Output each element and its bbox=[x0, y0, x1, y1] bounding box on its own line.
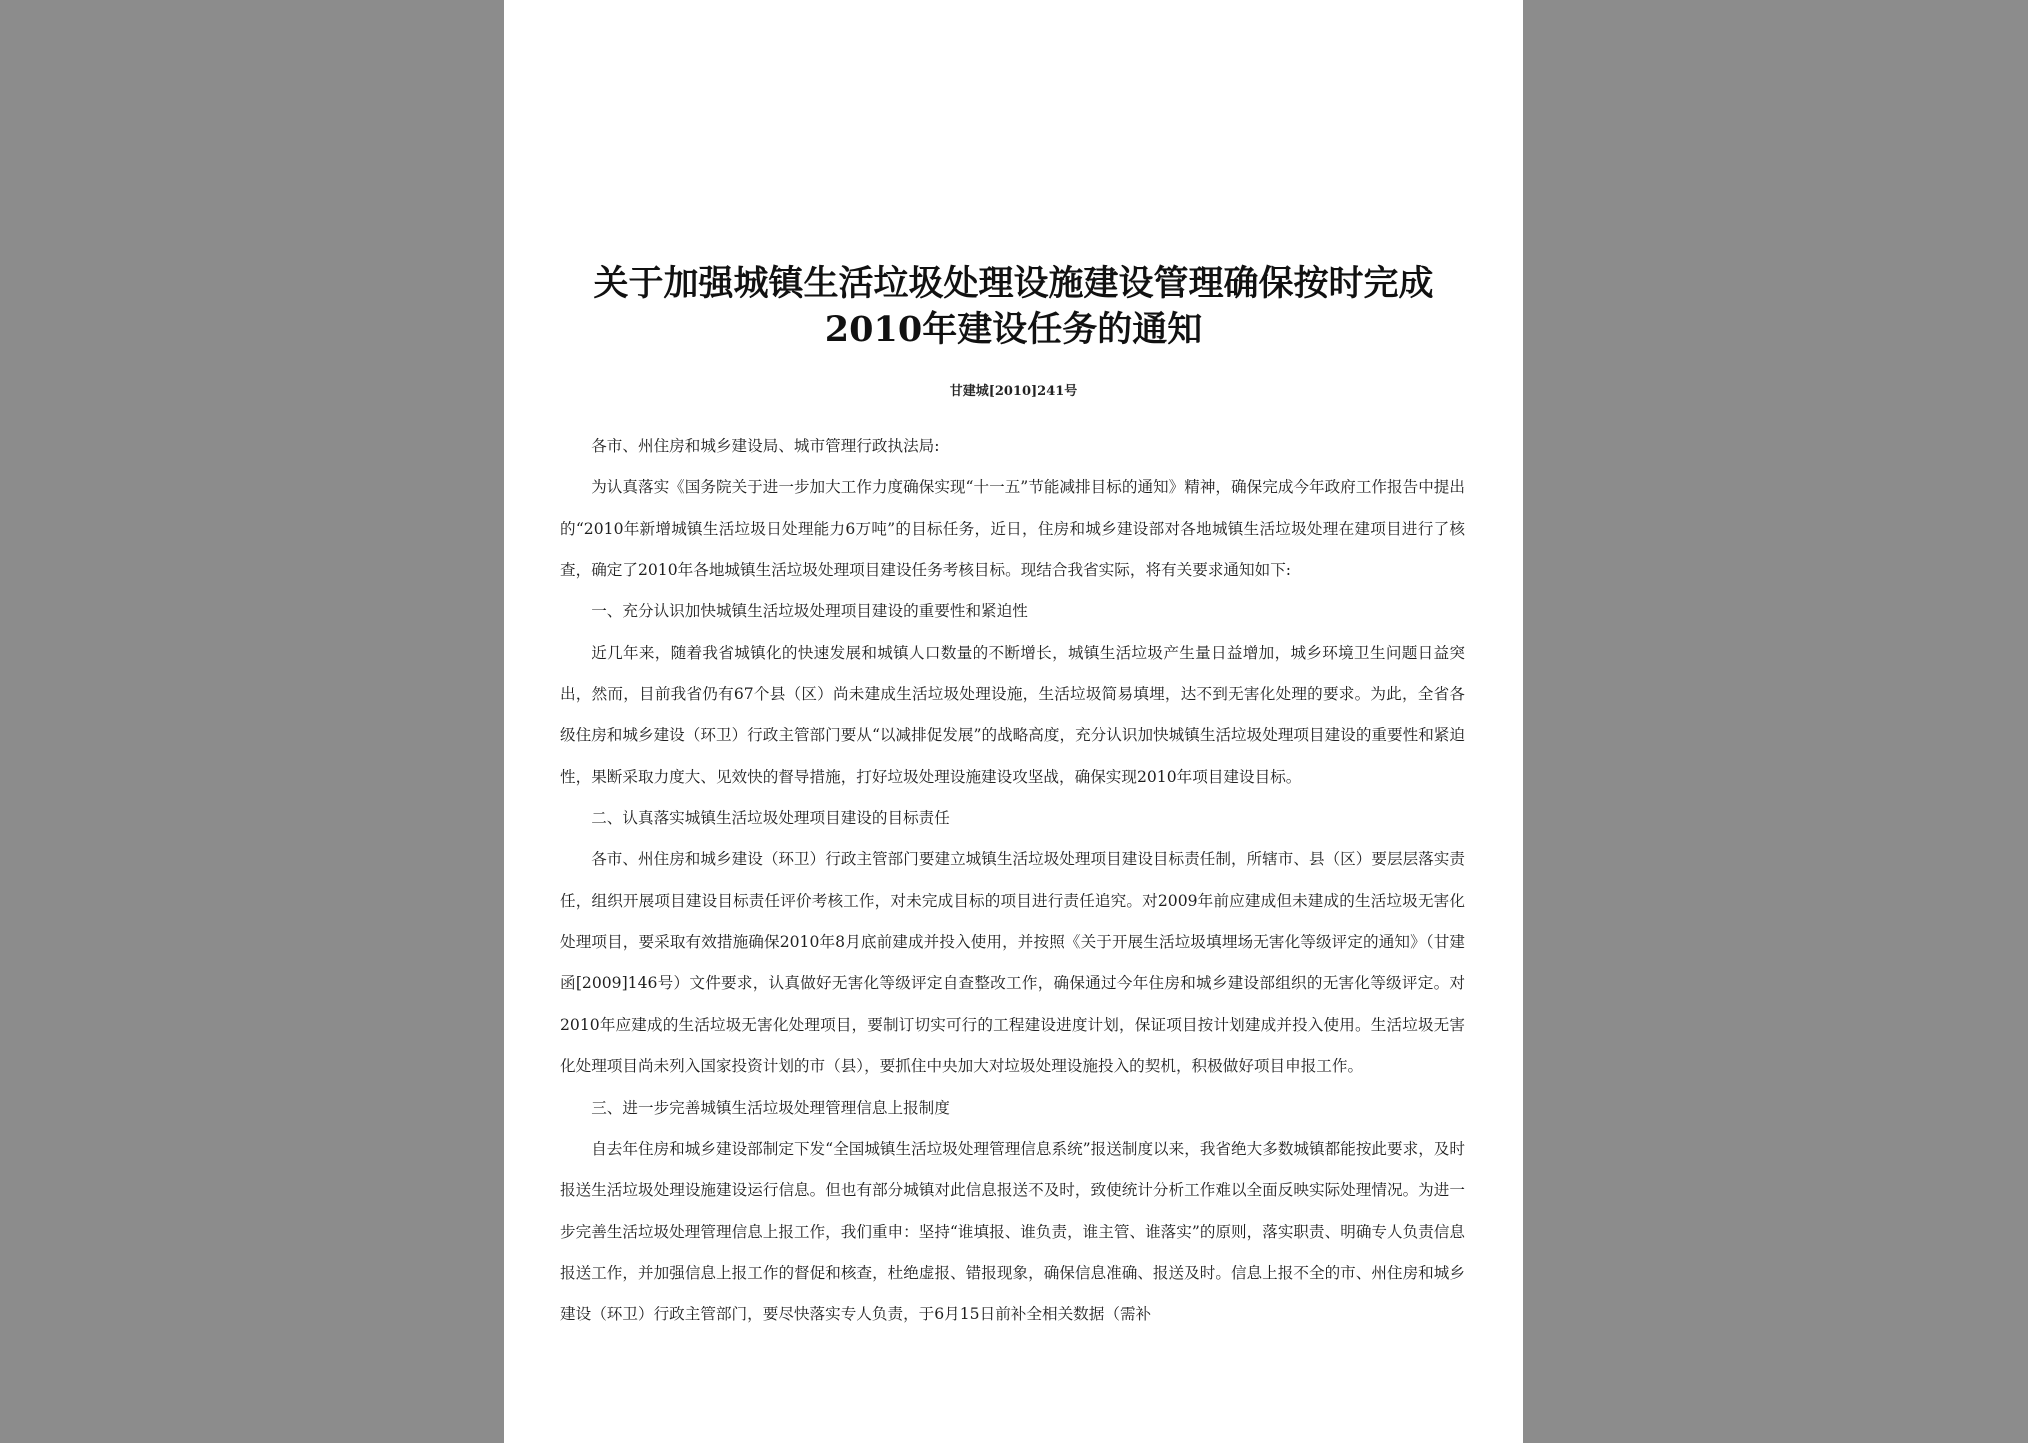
section-heading-3: 三、进一步完善城镇生活垃圾处理管理信息上报制度 bbox=[591, 1098, 950, 1117]
section-heading-1: 一、充分认识加快城镇生活垃圾处理项目建设的重要性和紧迫性 bbox=[591, 602, 1028, 621]
body-paragraph: 自去年住房和城乡建设部制定下发“全国城镇生活垃圾处理管理信息系统”报送制度以来，我省绝大多数城镇都能按此要求，及时报送生活垃圾处理设施建设运行信息。但也有部分城镇对此信息报送不及时，致使统计分析工作难以全面反映实际处理情况。为进一步完善生活垃圾处理管理信息上报工作，我们重申：坚持“谁填报、谁负责，谁主管、谁落实”的原则，落实职责、明确专人负责信息报送工作，并加强信息上报工作的督促和核查，杜绝虚报、错报现象，确保信息准确、报送及时。信息上报不全的市、州住房和城乡建设（环卫）行政主管部门，要尽快落实专人负责，于6月15日前补全相关数据（需补 bbox=[560, 1139, 1465, 1324]
salutation: 各市、州住房和城乡建设局、城市管理行政执法局: bbox=[591, 437, 940, 455]
body-paragraph: 为认真落实《国务院关于进一步加大工作力度确保实现“十一五”节能减排目标的通知》精神，确保完成今年政府工作报告中提出的“2010年新增城镇生活垃圾日处理能力6万吨”的目标任务，近日，住房和城乡建设部对各地城镇生活垃圾处理在建项目进行了核查，确定了2010年各地城镇生活垃圾处理项目建设任务考核目标。现结合我省实际，将有关要求通知如下: bbox=[560, 478, 1465, 580]
section-heading-2: 二、认真落实城镇生活垃圾处理项目建设的目标责任 bbox=[591, 809, 950, 828]
document-page bbox=[504, 0, 1523, 1443]
document-title-line-1: 关于加强城镇生活垃圾处理设施建设管理确保按时完成 bbox=[593, 263, 1434, 304]
document-body bbox=[560, 426, 1465, 1336]
document-number: 甘建城[2010]241号 bbox=[949, 384, 1078, 399]
body-paragraph: 近几年来，随着我省城镇化的快速发展和城镇人口数量的不断增长，城镇生活垃圾产生量日益增加，城乡环境卫生问题日益突出，然而，目前我省仍有67个县（区）尚未建成生活垃圾处理设施，生活垃圾简易填埋，达不到无害化处理的要求。为此，全省各级住房和城乡建设（环卫）行政主管部门要从“以减排促发展”的战略高度，充分认识加快城镇生活垃圾处理项目建设的重要性和紧迫性，果断采取力度大、见效快的督导措施，打好垃圾处理设施建设攻坚战，确保实现2010年项目建设目标。 bbox=[560, 643, 1465, 786]
body-paragraph: 各市、州住房和城乡建设（环卫）行政主管部门要建立城镇生活垃圾处理项目建设目标责任制，所辖市、县（区）要层层落实责任，组织开展项目建设目标责任评价考核工作，对未完成目标的项目进行责任追究。对2009年前应建成但未建成的生活垃圾无害化处理项目，要采取有效措施确保2010年8月底前建成并投入使用，并按照《关于开展生活垃圾填埋场无害化等级评定的通知》（甘建函[2009]146号）文件要求，认真做好无害化等级评定自查整改工作，确保通过今年住房和城乡建设部组织的无害化等级评定。对2010年应建成的生活垃圾无害化处理项目，要制订切实可行的工程建设进度计划，保证项目按计划建成并投入使用。生活垃圾无害化处理项目尚未列入国家投资计划的市（县），要抓住中央加大对垃圾处理设施投入的契机，积极做好项目申报工作。 bbox=[560, 850, 1465, 1076]
document-title-line-2: 2010年建设任务的通知 bbox=[824, 309, 1203, 350]
